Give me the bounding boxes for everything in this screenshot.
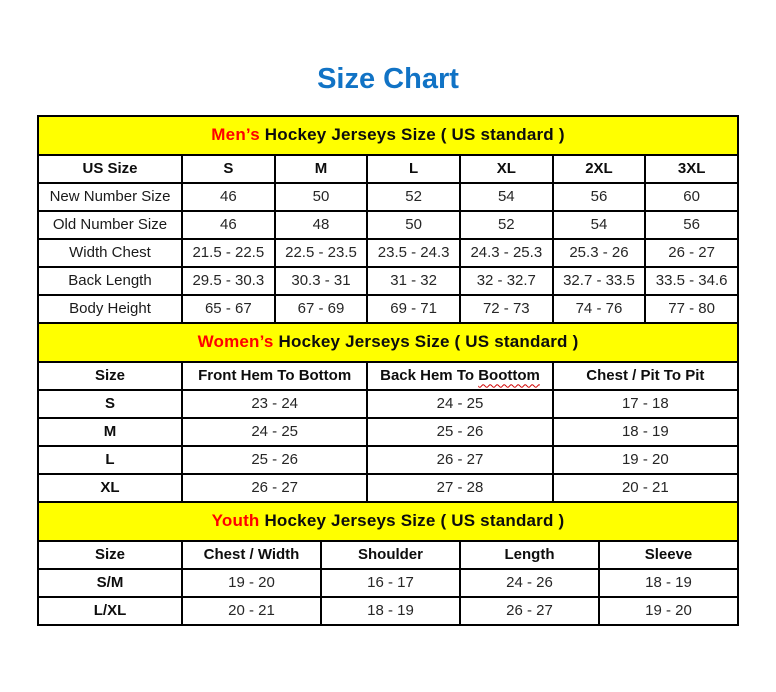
row-label-cell: XL — [38, 474, 182, 502]
misspelled-word: Boottom — [478, 367, 540, 385]
data-cell: 26 - 27 — [367, 446, 552, 474]
data-cell: 20 - 21 — [182, 597, 321, 625]
data-cell: 32.7 - 33.5 — [553, 267, 646, 295]
data-cell: 25.3 - 26 — [553, 239, 646, 267]
table-row — [38, 446, 738, 474]
row-label-cell: M — [38, 418, 182, 446]
col-header-cell — [367, 362, 552, 390]
mens-heading-highlight: Men’s — [211, 125, 260, 145]
col-header-cell: M — [275, 155, 368, 183]
womens-heading-highlight: Women’s — [197, 332, 274, 352]
row-label-cell: New Number Size — [38, 183, 182, 211]
data-cell: 25 - 26 — [182, 446, 367, 474]
womens-band-row — [38, 323, 738, 362]
col-header-cell: US Size — [38, 155, 182, 183]
col-header-text: Back Hem To — [380, 367, 479, 385]
data-cell: 67 - 69 — [275, 295, 368, 323]
womens-header-row — [38, 362, 738, 390]
youth-section-heading — [38, 502, 738, 541]
data-cell: 18 - 19 — [553, 418, 738, 446]
col-header-cell: S — [182, 155, 275, 183]
youth-header-row — [38, 541, 738, 569]
table-row — [38, 597, 738, 625]
table-row — [38, 569, 738, 597]
data-cell: 19 - 20 — [553, 446, 738, 474]
womens-section-heading — [38, 323, 738, 362]
data-cell: 24 - 25 — [182, 418, 367, 446]
data-cell: 60 — [645, 183, 738, 211]
data-cell: 21.5 - 22.5 — [182, 239, 275, 267]
row-label-cell: L — [38, 446, 182, 474]
youth-heading-highlight: Youth — [211, 511, 260, 531]
col-header-cell: 3XL — [645, 155, 738, 183]
row-label-cell: Width Chest — [38, 239, 182, 267]
data-cell: 74 - 76 — [553, 295, 646, 323]
data-cell: 26 - 27 — [182, 474, 367, 502]
data-cell: 50 — [275, 183, 368, 211]
data-cell: 65 - 67 — [182, 295, 275, 323]
table-row — [38, 267, 738, 295]
data-cell: 24 - 26 — [460, 569, 599, 597]
col-header-cell: Front Hem To Bottom — [182, 362, 367, 390]
col-header-cell: Size — [38, 362, 182, 390]
data-cell: 23 - 24 — [182, 390, 367, 418]
data-cell: 50 — [367, 211, 460, 239]
data-cell: 24 - 25 — [367, 390, 552, 418]
data-cell: 31 - 32 — [367, 267, 460, 295]
data-cell: 27 - 28 — [367, 474, 552, 502]
table-row — [38, 239, 738, 267]
col-header-cell: Sleeve — [599, 541, 738, 569]
col-header-cell: Shoulder — [321, 541, 460, 569]
data-cell: 18 - 19 — [321, 597, 460, 625]
data-cell: 48 — [275, 211, 368, 239]
data-cell: 29.5 - 30.3 — [182, 267, 275, 295]
youth-band-row — [38, 502, 738, 541]
data-cell: 16 - 17 — [321, 569, 460, 597]
row-label-cell: Old Number Size — [38, 211, 182, 239]
col-header-cell: Size — [38, 541, 182, 569]
youth-size-table — [37, 501, 739, 626]
table-row — [38, 183, 738, 211]
data-cell: 54 — [553, 211, 646, 239]
data-cell: 52 — [460, 211, 553, 239]
data-cell: 18 - 19 — [599, 569, 738, 597]
data-cell: 72 - 73 — [460, 295, 553, 323]
data-cell: 25 - 26 — [367, 418, 552, 446]
data-cell: 30.3 - 31 — [275, 267, 368, 295]
row-label-cell: S/M — [38, 569, 182, 597]
data-cell: 69 - 71 — [367, 295, 460, 323]
mens-band-row — [38, 116, 738, 155]
mens-section-heading — [38, 116, 738, 155]
data-cell: 52 — [367, 183, 460, 211]
data-cell: 17 - 18 — [553, 390, 738, 418]
col-header-cell: XL — [460, 155, 553, 183]
data-cell: 19 - 20 — [599, 597, 738, 625]
row-label-cell: Body Height — [38, 295, 182, 323]
data-cell: 56 — [645, 211, 738, 239]
col-header-cell: Chest / Pit To Pit — [553, 362, 738, 390]
row-label-cell: Back Length — [38, 267, 182, 295]
table-row — [38, 418, 738, 446]
table-row — [38, 211, 738, 239]
data-cell: 33.5 - 34.6 — [645, 267, 738, 295]
data-cell: 22.5 - 23.5 — [275, 239, 368, 267]
col-header-cell: L — [367, 155, 460, 183]
data-cell: 46 — [182, 211, 275, 239]
table-row — [38, 390, 738, 418]
row-label-cell: S — [38, 390, 182, 418]
data-cell: 26 - 27 — [645, 239, 738, 267]
mens-heading-rest: Hockey Jerseys Size ( US standard ) — [259, 125, 565, 145]
youth-heading-rest: Hockey Jerseys Size ( US standard ) — [259, 511, 565, 531]
col-header-cell: Length — [460, 541, 599, 569]
table-row — [38, 295, 738, 323]
mens-size-table — [37, 115, 739, 324]
page-title: Size Chart — [317, 63, 459, 95]
data-cell: 24.3 - 25.3 — [460, 239, 553, 267]
row-label-cell: L/XL — [38, 597, 182, 625]
data-cell: 54 — [460, 183, 553, 211]
data-cell: 56 — [553, 183, 646, 211]
data-cell: 77 - 80 — [645, 295, 738, 323]
col-header-cell: Chest / Width — [182, 541, 321, 569]
data-cell: 26 - 27 — [460, 597, 599, 625]
womens-heading-rest: Hockey Jerseys Size ( US standard ) — [273, 332, 579, 352]
data-cell: 23.5 - 24.3 — [367, 239, 460, 267]
col-header-cell: 2XL — [553, 155, 646, 183]
data-cell: 32 - 32.7 — [460, 267, 553, 295]
mens-header-row — [38, 155, 738, 183]
table-row — [38, 474, 738, 502]
data-cell: 20 - 21 — [553, 474, 738, 502]
data-cell: 46 — [182, 183, 275, 211]
size-chart — [37, 115, 739, 626]
data-cell: 19 - 20 — [182, 569, 321, 597]
womens-size-table — [37, 322, 739, 503]
